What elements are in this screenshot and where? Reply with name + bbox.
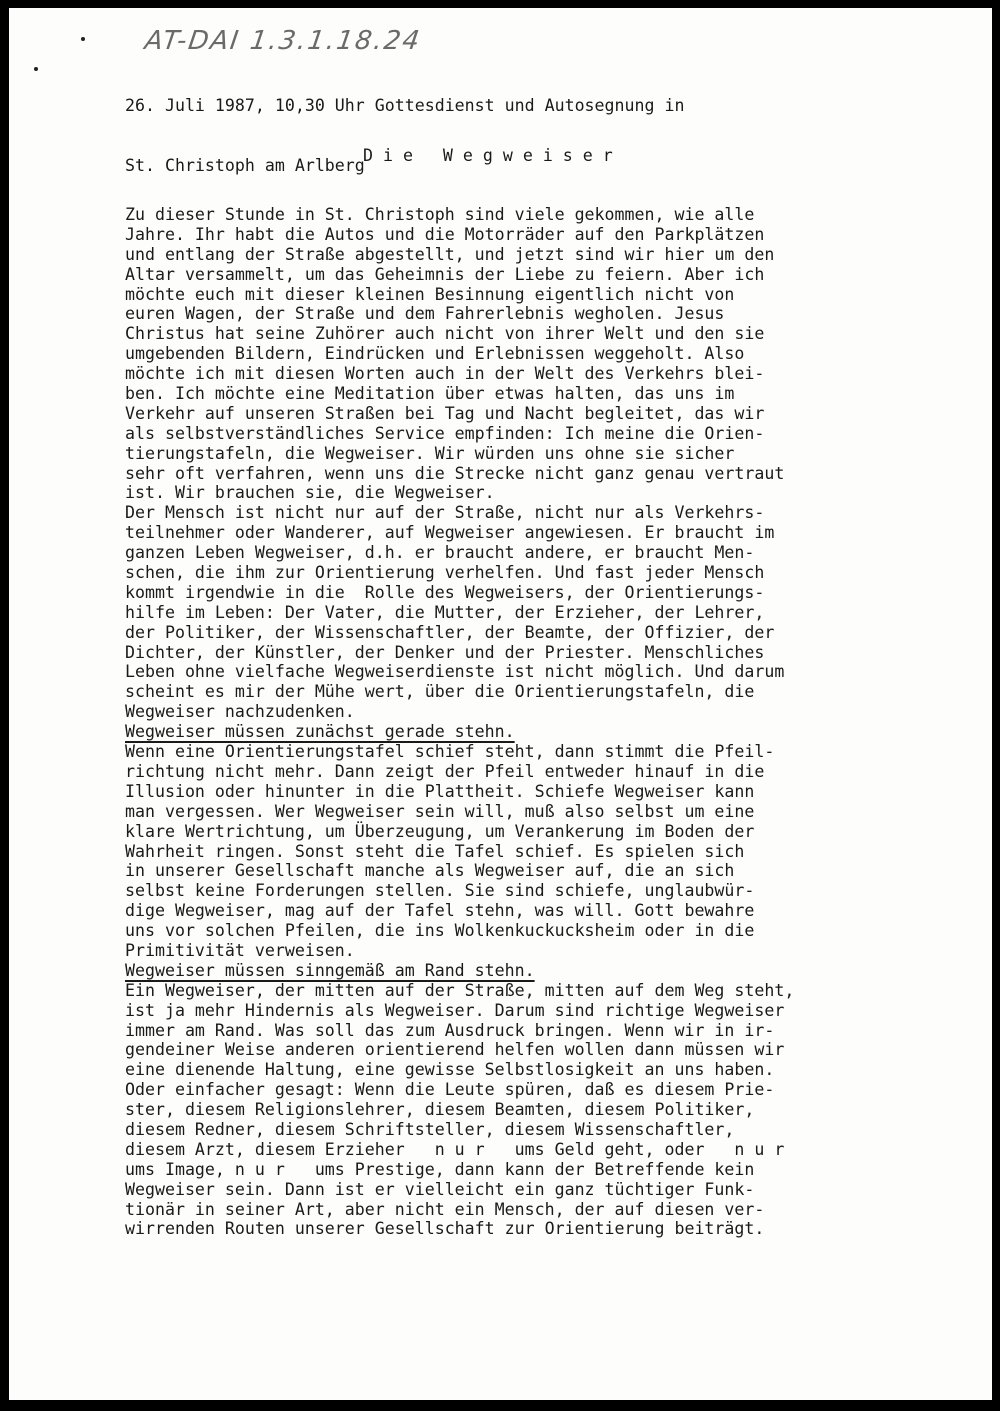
body-text-line: möchte ich mit diesen Worten auch in der Welt des Verkehrs blei- xyxy=(125,364,765,384)
body-text-line: teilnehmer oder Wanderer, auf Wegweiser angewiesen. Er braucht im xyxy=(125,523,775,543)
body-text-line: möchte euch mit dieser kleinen Besinnung eigentlich nicht von xyxy=(125,284,735,304)
body-text-line: Wegweiser sein. Dann ist er vielleicht ein ganz tüchtiger Funk- xyxy=(125,1179,755,1199)
body-text-line: diesem Redner, diesem Schriftsteller, diesem Wissenschaftler, xyxy=(125,1119,735,1139)
body-text-line: richtung nicht mehr. Dann zeigt der Pfeil entweder hinauf in die xyxy=(125,761,765,781)
body-text-line: sehr oft verfahren, wenn uns die Strecke nicht ganz genau vertraut xyxy=(125,463,785,483)
body-text-line: ist ja mehr Hindernis als Wegweiser. Darum sind richtige Wegweiser xyxy=(125,1000,785,1020)
body-text-line: Leben ohne vielfache Wegweiserdienste ist nicht möglich. Und darum xyxy=(125,662,785,682)
body-text-line: diesem Arzt, diesem Erzieher n u r ums Geld geht, oder n u r xyxy=(125,1139,785,1159)
body-text-line: Wenn eine Orientierungstafel schief steht, dann stimmt die Pfeil- xyxy=(125,742,775,762)
body-text-line: tionär in seiner Art, aber nicht ein Mensch, der auf diesen ver- xyxy=(125,1199,765,1219)
body-text-line: ster, diesem Religionslehrer, diesem Beamten, diesem Politiker, xyxy=(125,1100,755,1120)
body-text-line: kommt irgendwie in die Rolle des Wegweisers, der Orientierungs- xyxy=(125,582,765,602)
body-text-line: Der Mensch ist nicht nur auf der Straße, nicht nur als Verkehrs- xyxy=(125,503,765,523)
body-text-line: man vergessen. Wer Wegweiser sein will, muß also selbst um eine xyxy=(125,801,755,821)
body-text-line: als selbstverständliches Service empfinden: Ich meine die Orien- xyxy=(125,423,765,443)
section-heading-text: Wegweiser müssen zunächst gerade stehn. xyxy=(125,722,515,742)
section-heading-text: Wegweiser müssen sinngemäß am Rand stehn. xyxy=(125,960,535,980)
margin-mark xyxy=(34,67,38,71)
document-title: D i e W e g w e i s e r xyxy=(363,146,613,165)
archive-reference-handwritten: AT-DAI 1.3.1.18.24 xyxy=(142,26,424,56)
section-heading xyxy=(125,961,794,981)
body-text-line: scheint es mir der Mühe wert, über die Orientierungstafeln, die xyxy=(125,682,755,702)
body-text-line: Dichter, der Künstler, der Denker und der Priester. Menschliches xyxy=(125,642,765,662)
body-text-line: ums Image, n u r ums Prestige, dann kann der Betreffende kein xyxy=(125,1159,755,1179)
body-text-line: umgebenden Bildern, Eindrücken und Erlebnissen weggeholt. Also xyxy=(125,344,745,364)
body-text-line: Wahrheit ringen. Sonst steht die Tafel schief. Es spielen sich xyxy=(125,841,745,861)
body-text-line: Verkehr auf unseren Straßen bei Tag und Nacht begleitet, das wir xyxy=(125,403,765,423)
body-text-line: Christus hat seine Zuhörer auch nicht von ihrer Welt und den sie xyxy=(125,324,765,344)
body-text-line: ist. Wir brauchen sie, die Wegweiser. xyxy=(125,483,495,503)
body-text-line: tierungstafeln, die Wegweiser. Wir würden uns ohne sie sicher xyxy=(125,443,735,463)
body-text-line: dige Wegweiser, mag auf der Tafel stehn, was will. Gott bewahre xyxy=(125,901,755,921)
body-text-line: Primitivität verweisen. xyxy=(125,940,355,960)
header-line-date: 26. Juli 1987, 10,30 Uhr Gottesdienst und Autosegnung in xyxy=(125,95,685,115)
body-text-line: Jahre. Ihr habt die Autos und die Motorräder auf den Parkplätzen xyxy=(125,224,765,244)
body-text-line: schen, die ihm zur Orientierung verhelfen. Und fast jeder Mensch xyxy=(125,563,765,583)
body-text-line: euren Wagen, der Straße und dem Fahrerlebnis wegholen. Jesus xyxy=(125,304,725,324)
body-text-line: in unserer Gesellschaft manche als Wegweiser auf, die an sich xyxy=(125,861,735,881)
document-page xyxy=(9,8,992,1400)
body-text-line: Illusion oder hinunter in die Plattheit. Schiefe Wegweiser kann xyxy=(125,781,755,801)
body-text-line: Altar versammelt, um das Geheimnis der Liebe zu feiern. Aber ich xyxy=(125,264,765,284)
body-text-line: klare Wertrichtung, um Überzeugung, um Verankerung im Boden der xyxy=(125,821,755,841)
body-text-line: Zu dieser Stunde in St. Christoph sind viele gekommen, wie alle xyxy=(125,205,755,224)
body-text-line: gendeiner Weise anderen orientierend helfen wollen dann müssen wir xyxy=(125,1040,785,1060)
body-text-line: uns vor solchen Pfeilen, die ins Wolkenkuckucksheim oder in die xyxy=(125,921,755,941)
body-text-line: Oder einfacher gesagt: Wenn die Leute spüren, daß es diesem Prie- xyxy=(125,1080,775,1100)
body-text-line: immer am Rand. Was soll das zum Ausdruck bringen. Wenn wir in ir- xyxy=(125,1020,775,1040)
body-text-line: selbst keine Forderungen stellen. Sie sind schiefe, unglaubwür- xyxy=(125,881,755,901)
body-text-line: ben. Ich möchte eine Meditation über etwas halten, das uns im xyxy=(125,384,735,404)
header-line-place: St. Christoph am Arlberg xyxy=(125,155,365,175)
section-heading xyxy=(125,722,794,742)
body-text-line: eine dienende Haltung, eine gewisse Selbstlosigkeit an uns haben. xyxy=(125,1060,775,1080)
document-body xyxy=(125,205,794,1239)
document-header xyxy=(125,56,684,215)
body-text-line: und entlang der Straße abgestellt, und jetzt sind wir hier um den xyxy=(125,244,775,264)
body-text-line: ganzen Leben Wegweiser, d.h. er braucht andere, er braucht Men- xyxy=(125,543,755,563)
body-text-line: Ein Wegweiser, der mitten auf der Straße, mitten auf dem Weg steht, xyxy=(125,980,795,1000)
body-text-line: hilfe im Leben: Der Vater, die Mutter, der Erzieher, der Lehrer, xyxy=(125,602,765,622)
body-text-line: der Politiker, der Wissenschaftler, der Beamte, der Offizier, der xyxy=(125,622,775,642)
body-text-line: wirrenden Routen unserer Gesellschaft zur Orientierung beiträgt. xyxy=(125,1219,765,1239)
margin-mark xyxy=(81,37,85,41)
body-text-line: Wegweiser nachzudenken. xyxy=(125,702,355,722)
